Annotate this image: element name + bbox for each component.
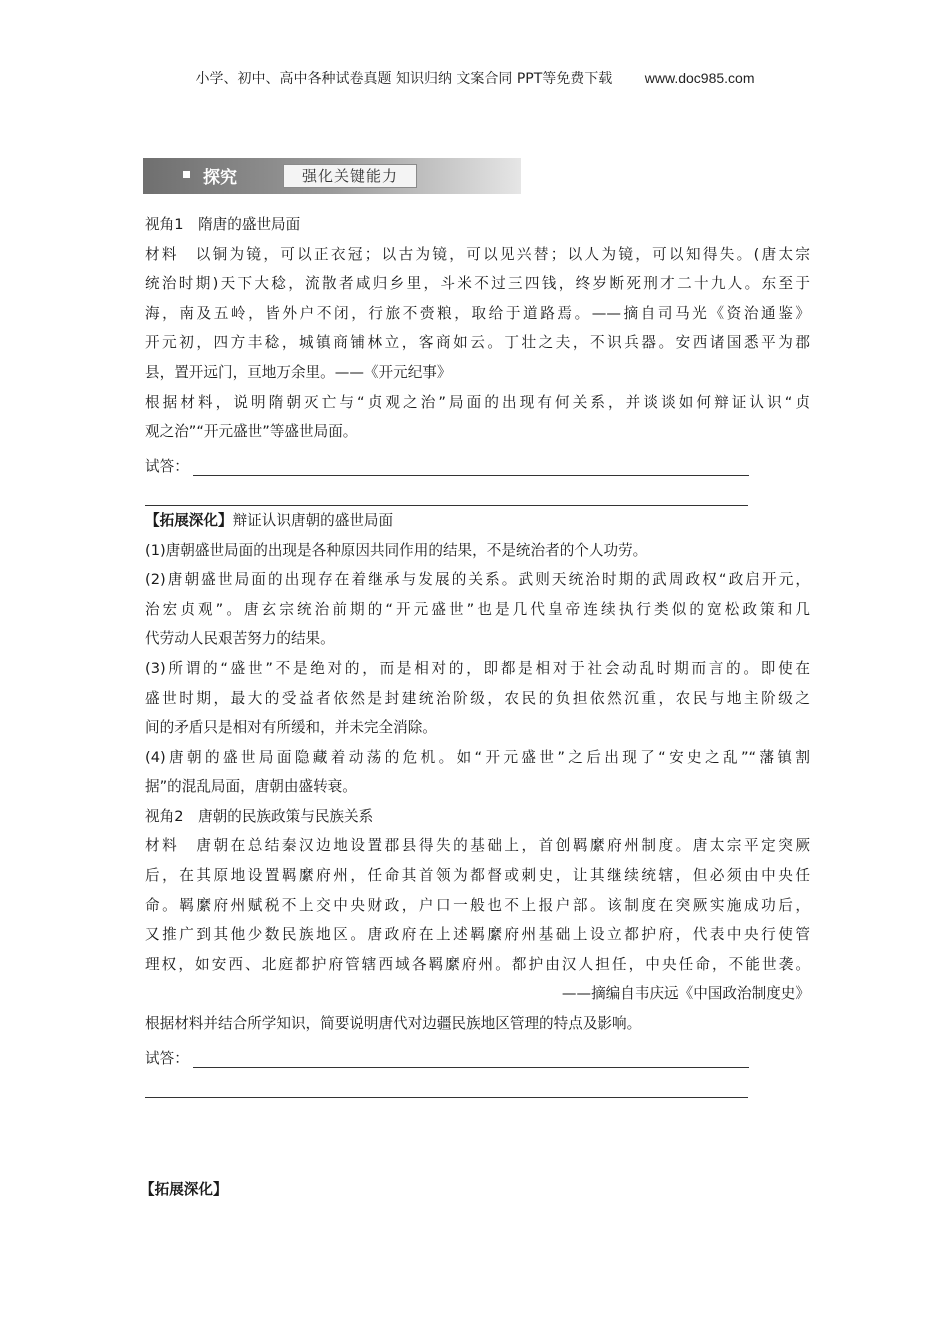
- view1-title: 视角1 隋唐的盛世局面: [145, 216, 301, 233]
- expand1-line: (1)唐朝盛世局面的出现是各种原因共同作用的结果，不是统治者的个人功劳。: [145, 541, 648, 559]
- banner-square-icon: [183, 171, 190, 178]
- expand1-line: (3)所谓的“盛世”不是绝对的，而是相对的，即都是相对于社会动乱时期而言的。即使在: [145, 659, 810, 677]
- expand1-title-rest: 辩证认识唐朝的盛世局面: [232, 511, 394, 529]
- expand1-title-bold: 【拓展深化】: [145, 511, 233, 529]
- view2-answer-label: 试答：: [145, 1050, 189, 1068]
- view1-answer-label: 试答：: [145, 458, 189, 476]
- view2-answer-line[interactable]: [145, 1068, 748, 1098]
- view1-material-line: 县，置开远门，亘地万余里。——《开元纪事》: [145, 363, 452, 381]
- view1-answer-row: [145, 447, 810, 477]
- view2-material-line: 又推广到其他少数民族地区。唐政府在上述羁縻府州基础上设立都护府，代表中央行使管: [145, 926, 810, 944]
- view2-answer-field[interactable]: [193, 1050, 749, 1068]
- expand1-line: 间的矛盾只是相对有所缓和，并未完全消除。: [145, 719, 437, 737]
- footer-heading: 【拓展深化】: [140, 1181, 228, 1198]
- view1-answer-field[interactable]: [193, 458, 749, 476]
- expand1-line: 代劳动人民艰苦努力的结果。: [145, 630, 335, 648]
- expand1-line: 盛世时期，最大的受益者依然是封建统治阶级，农民的负担依然沉重，农民与地主阶级之: [145, 689, 810, 707]
- view1-material-line: 海，南及五岭，皆外户不闭，行旅不赍粮，取给于道路焉。——摘自司马光《资治通鉴》: [145, 304, 810, 322]
- view2-question: 根据材料并结合所学知识，简要说明唐代对边疆民族地区管理的特点及影响。: [145, 1015, 642, 1033]
- section-banner: [143, 158, 521, 194]
- banner-label: 探究: [203, 168, 237, 188]
- view1-material-line: 开元初，四方丰稔，城镇商铺林立，客商如云。丁壮之夫，不识兵器。安西诸国悉平为郡: [145, 334, 810, 352]
- view2-source: ——摘编自韦庆远《中国政治制度史》: [561, 985, 810, 1003]
- view2-material-line: 命。羁縻府州赋税不上交中央财政，户口一般也不上报户部。该制度在突厥实施成功后，: [145, 896, 810, 914]
- view1-answer-line[interactable]: [145, 476, 748, 506]
- view2-material-line: 理权，如安西、北庭都护府管辖西域各羁縻府州。都护由汉人担任，中央任命，不能世袭。: [145, 955, 810, 973]
- expand1-line: (2)唐朝盛世局面的出现存在着继承与发展的关系。武则天统治时期的武周政权“政启开元，: [145, 571, 810, 589]
- document-body: [145, 210, 810, 1098]
- view2-answer-row: [145, 1039, 810, 1069]
- view1-question-line: 观之治”“开元盛世”等盛世局面。: [145, 423, 358, 441]
- view2-material-line: 后，在其原地设置羁縻府州，任命其首领为都督或刺史，让其继续统辖，但必须由中央任: [145, 867, 810, 885]
- header-text: 小学、初中、高中各种试卷真题 知识归纳 文案合同 PPT等免费下载: [195, 71, 613, 87]
- banner-subtitle: 强化关键能力: [283, 164, 417, 188]
- expand1-line: (4)唐朝的盛世局面隐藏着动荡的危机。如“开元盛世”之后出现了“安史之乱”“藩镇割: [145, 748, 810, 766]
- view1-question-line: 根据材料，说明隋朝灭亡与“贞观之治”局面的出现有何关系，并谈谈如何辩证认识“贞: [145, 393, 810, 411]
- header-site: www.doc985.com: [644, 70, 755, 86]
- view1-material-line: 统治时期)天下大稔，流散者咸归乡里，斗米不过三四钱，终岁断死刑才二十九人。东至于: [145, 275, 810, 293]
- view2-material-line: 材料 唐朝在总结秦汉边地设置郡县得失的基础上，首创羁縻府州制度。唐太宗平定突厥: [145, 837, 810, 855]
- expand1-title: [145, 506, 810, 536]
- view2-title: 视角2 唐朝的民族政策与民族关系: [145, 807, 374, 825]
- page-header: [0, 68, 950, 88]
- expand1-line: 治宏贞观”。唐玄宗统治前期的“开元盛世”也是几代皇帝连续执行类似的宽松政策和几: [145, 600, 810, 618]
- expand1-line: 据”的混乱局面，唐朝由盛转衰。: [145, 778, 357, 796]
- view1-material-line: 材料 以铜为镜，可以正衣冠；以古为镜，可以见兴替；以人为镜，可以知得失。(唐太宗: [145, 245, 810, 263]
